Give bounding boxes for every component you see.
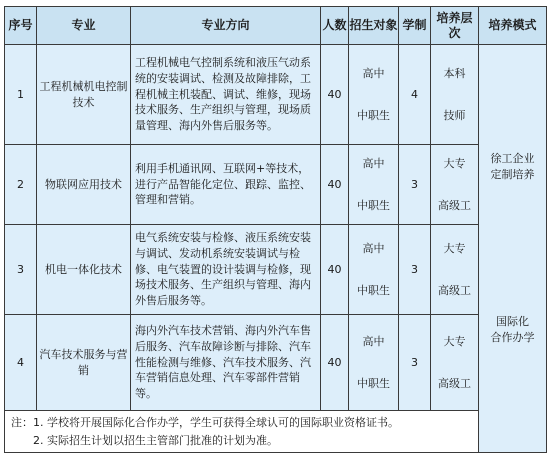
row-count: 40: [321, 225, 349, 315]
header-level: 培养层次: [431, 7, 479, 45]
mode-group-2-line-2: 合作办学: [490, 331, 535, 344]
row-years: 3: [399, 145, 431, 225]
notes-row: [5, 411, 547, 453]
row-count: 40: [321, 45, 349, 145]
header-years: 学制: [399, 7, 431, 45]
row-level: [431, 225, 479, 315]
mode-group-1: [479, 151, 546, 184]
row-index: 2: [5, 145, 37, 225]
row-years: 4: [399, 45, 431, 145]
table-row: [5, 225, 547, 315]
mode-group-1-line-2: 定制培养: [490, 168, 535, 181]
level-bottom: 高级工: [438, 283, 471, 297]
row-level: [431, 45, 479, 145]
target-top: 高中: [362, 334, 385, 348]
mode-group-2: [479, 314, 546, 347]
table-row: [5, 45, 547, 145]
mode-group-1-line-1: 徐工企业: [490, 151, 535, 165]
row-direction: 利用手机通讯网、互联网+等技术，进行产品智能化定位、跟踪、监控、管理和营销。: [131, 145, 321, 225]
row-direction: 电气系统安装与检修、液压系统安装与调试、发动机系统安装调试与检修、电气装置的设计装调与检修，现场技术服务、生产组织与管理、海内外售后服务等。: [131, 225, 321, 315]
row-count: 40: [321, 145, 349, 225]
row-level: [431, 315, 479, 411]
target-bottom: 中职生: [357, 108, 390, 122]
header-index: 序号: [5, 7, 37, 45]
level-top: 本科: [443, 66, 466, 80]
training-mode-cell: [479, 45, 547, 453]
header-target: 招生对象: [349, 7, 399, 45]
header-mode: 培养模式: [479, 7, 547, 45]
level-top: 大专: [443, 334, 466, 348]
row-target: [349, 225, 399, 315]
program-table: [4, 6, 547, 453]
row-direction: 海内外汽车技术营销、海内外汽车售后服务、汽车故障诊断与排除、汽车性能检测与维修、汽车技术服务、汽车营销信息处理、汽车零部件营销等。: [131, 315, 321, 411]
level-bottom: 高级工: [438, 198, 471, 212]
table-row: [5, 145, 547, 225]
target-bottom: 中职生: [357, 198, 390, 212]
level-bottom: 高级工: [438, 376, 471, 390]
row-years: 3: [399, 315, 431, 411]
row-target: [349, 45, 399, 145]
header-row: [5, 7, 547, 45]
notes-cell: [5, 411, 479, 453]
level-bottom: 技师: [443, 108, 466, 122]
level-top: 大专: [443, 241, 466, 255]
row-index: 3: [5, 225, 37, 315]
target-top: 高中: [362, 241, 385, 255]
note-line-2: 2. 实际招生计划以招生主管部门批准的计划为准。: [33, 433, 278, 447]
level-top: 大专: [443, 156, 466, 170]
header-count: 人数: [321, 7, 349, 45]
table-row: [5, 315, 547, 411]
target-top: 高中: [362, 156, 385, 170]
row-major: 机电一体化技术: [37, 225, 131, 315]
row-count: 40: [321, 315, 349, 411]
row-index: 4: [5, 315, 37, 411]
mode-group-2-line-1: 国际化: [496, 314, 529, 328]
row-major: 汽车技术服务与营销: [37, 315, 131, 411]
row-index: 1: [5, 45, 37, 145]
target-bottom: 中职生: [357, 283, 390, 297]
header-major: 专业: [37, 7, 131, 45]
row-major: 物联网应用技术: [37, 145, 131, 225]
row-target: [349, 315, 399, 411]
row-major: 工程机械机电控制技术: [37, 45, 131, 145]
target-top: 高中: [362, 66, 385, 80]
note-line-1: 注：1. 学校将开展国际化合作办学，学生可获得全球认可的国际职业资格证书。: [11, 416, 399, 430]
row-direction: 工程机械电气控制系统和液压气动系统的安装调试、检测及故障排除，工程机械主机装配、调试、维修，现场技术服务、生产组织与管理，现场质量管理、海内外售后服务等。: [131, 45, 321, 145]
target-bottom: 中职生: [357, 376, 390, 390]
header-direction: 专业方向: [131, 7, 321, 45]
row-level: [431, 145, 479, 225]
row-target: [349, 145, 399, 225]
row-years: 3: [399, 225, 431, 315]
